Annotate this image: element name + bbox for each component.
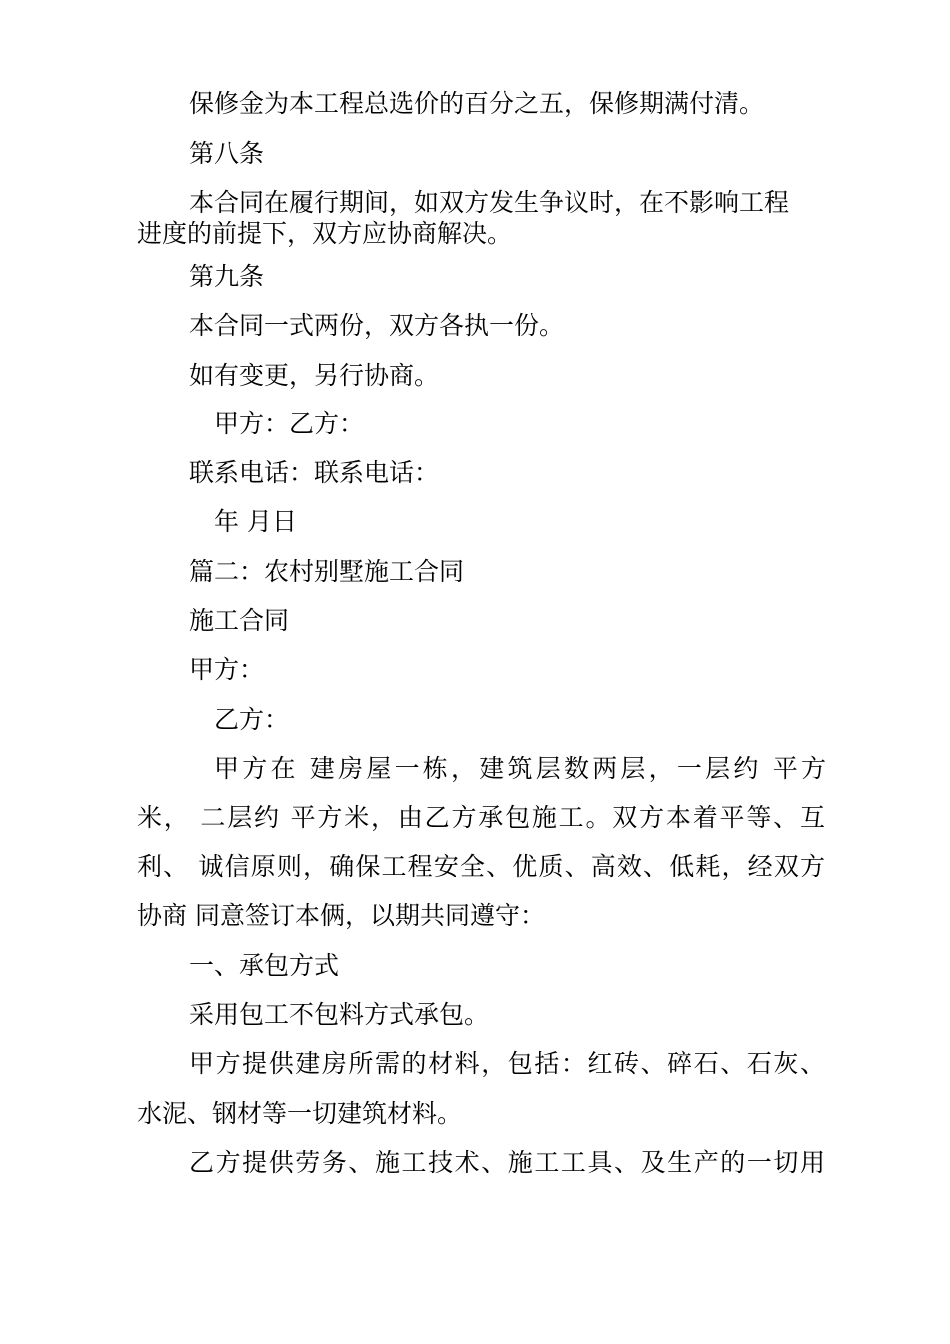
paragraph-dispute-line-2: 进度的前提下，双方应协商解决。	[137, 219, 513, 248]
paragraph-labor-line-1: 乙方提供劳务、施工技术、施工工具、及生产的一切用	[189, 1148, 825, 1177]
paragraph-dispute-line-1: 本合同在履行期间，如双方发生争议时，在不影响工程	[189, 188, 790, 217]
article-8-heading: 第八条	[189, 139, 265, 168]
paragraph-changes: 如有变更，另行协商。	[189, 361, 440, 390]
section-contract-method-heading: 一、承包方式	[189, 951, 340, 980]
contract-title: 施工合同	[189, 606, 290, 635]
article-9-heading: 第九条	[189, 262, 265, 291]
paragraph-project-line-4: 协商 同意签订本俩，以期共同遵守：	[137, 901, 545, 930]
paragraph-contract-method: 采用包工不包料方式承包。	[189, 1000, 490, 1029]
paragraph-project-line-1: 甲方在 建房屋一栋，建筑层数两层，一层约 平方	[214, 754, 826, 783]
paragraph-materials-line-1: 甲方提供建房所需的材料，包括：红砖、碎石、石灰、	[189, 1049, 825, 1078]
paragraph-warranty-deposit: 保修金为本工程总选价的百分之五，保修期满付清。	[189, 89, 765, 118]
date-line: 年 月日	[214, 507, 297, 536]
party-a-label: 甲方：	[189, 655, 265, 684]
paragraph-project-line-2: 米， 二层约 平方米，由乙方承包施工。双方本着平等、互	[137, 803, 825, 832]
paragraph-project-line-3: 利、 诚信原则，确保工程安全、优质、高效、低耗，经双方	[137, 852, 825, 881]
contact-phone-line: 联系电话：联系电话：	[189, 458, 440, 487]
paragraph-copies: 本合同一式两份，双方各执一份。	[189, 311, 565, 340]
party-signature-line: 甲方：乙方：	[214, 409, 365, 438]
section-2-title: 篇二：农村别墅施工合同	[189, 557, 465, 586]
party-b-label: 乙方：	[214, 705, 290, 734]
paragraph-materials-line-2: 水泥、钢材等一切建筑材料。	[137, 1099, 463, 1128]
